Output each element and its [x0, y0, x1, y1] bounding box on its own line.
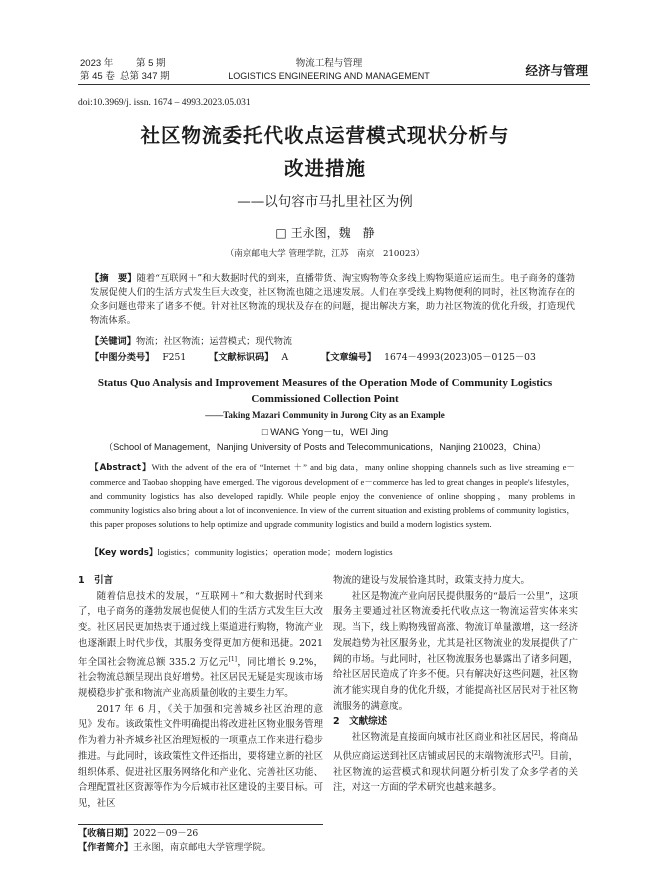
section-1-paragraph-2: 2017 年 6 月，《关于加强和完善城乡社区治理的意见》发布。该政策性文件明确提出将改进社区物业服务管理作为着力补齐城乡社区治理短板的一项重点工作来进行稳步推进。与此同时，该政策性文件还指出，要将建立新的社区组织体系、促进社区服务网络化和产业化、完善社区功能、合理配置社区资源等作为今后城市社区建设的主要目标。可见，社区 [78, 703, 323, 809]
right-paragraph-1: 社区是物流产业向居民提供服务的“最后一公里”，这项服务主要通过社区物流委托代收点这一物流运营实体来实现。当下，线上购物残留高涨、物流订单量激增，这一经济发展趋势为社区服务业，尤其是社区物流业的发展提供了广阔的市场。与此同时，社区物流服务也暴露出了诸多问题，给社区居民造成了许多不便。只有解决好这些问题，社区物流才能实现自身的优化升级，才能提高社区居民对于社区物流服务的满意度。 [333, 590, 578, 712]
header-total-issue: 总第 347 期 [120, 71, 170, 82]
en-abstract-text: With the advent of the era of “Internet ＋” and big data，many online shopping channels such as live streaming e－commerce and Taobao shopping have emerged. The vigorous development of e－commerce has led to great changes in people's lifestyles，and community logistics has also developed rapidly. While people enjoy the convenience of online shopping，many problems in community logistics also bring about a lot of inconvenience. In view of the current situation and existing problems of community logistics，this paper proposes solutions to help optimize and upgrade community logistics and build a modern logistics system. [90, 462, 575, 529]
citation-2: [2] [531, 749, 541, 757]
footnote-author [78, 841, 271, 855]
en-affiliation: （School of Management，Nanjing University of Posts and Telecommunications，Nanjing 210023，China） [103, 442, 547, 452]
en-title-line2: Commissioned Collection Point [251, 393, 399, 405]
paper-title-line2: 改进措施 [283, 157, 366, 180]
affiliation: （南京邮电大学 管理学院，江苏 南京 210023） [225, 249, 425, 259]
column-name: 经济与管理 [525, 63, 588, 78]
en-keywords-text: logistics；community logistics；operation mode；modern logistics [157, 547, 393, 557]
right-column [333, 573, 578, 796]
en-subtitle: ——Taking Mazari Community in Jurong City as an Example [205, 410, 445, 420]
abstract-en [90, 460, 575, 531]
abstract-label: 【摘 要】 [90, 273, 137, 284]
keywords-en [90, 545, 575, 560]
citation-1: [1] [228, 655, 237, 663]
doccode-value: A [281, 352, 289, 363]
en-authors: □ WANG Yong－tu，WEI Jing [261, 427, 389, 438]
doccode-label: 【文献标识码】 [209, 352, 274, 363]
keywords-cn [90, 335, 575, 349]
abstract-cn [90, 272, 575, 328]
paper-subtitle: ——以句容市马扎里社区为例 [237, 194, 413, 210]
authors: □ 王永图，魏 静 [275, 226, 375, 240]
section-2-heading: 2 文献综述 [333, 716, 388, 728]
footnote-rule [78, 824, 323, 825]
journal-name-cn: 物流工程与管理 [295, 58, 363, 69]
classification-row [90, 351, 575, 365]
en-title-line1: Status Quo Analysis and Improvement Measures of the Operation Mode of Community Logistics [97, 377, 553, 389]
paper-title-line1: 社区物流委托代收点运营模式现状分析与 [140, 124, 510, 147]
journal-name-en: LOGISTICS ENGINEERING AND MANAGEMENT [228, 71, 430, 81]
left-column [78, 573, 323, 812]
right-paragraph-continued: 物流的建设与发展恰逢其时，政策支持力度大。 [333, 575, 530, 586]
clc-label: 【中图分类号】 [90, 352, 155, 363]
keywords-label: 【关键词】 [90, 336, 136, 347]
author-bio: 王永图，南京邮电大学管理学院。 [133, 842, 271, 853]
header-volume: 第 45 卷 [80, 71, 115, 82]
author-bio-label: 【作者简介】 [78, 842, 134, 853]
clc-value: F251 [162, 352, 187, 363]
en-abstract-label: 【Abstract】 [90, 463, 152, 473]
keywords-text: 物流；社区物流；运营模式；现代物流 [135, 336, 293, 347]
article-no-value: 1674－4993(2023)05－0125－03 [384, 352, 536, 363]
section-2-paragraph-1: 社区物流是直接面向城市社区商业和社区居民，将商品从供应商运送到社区店铺或居民的末端物流形式[2]。目前，社区物流的运营模式和现状问题分析引发了众多学者的关注，对这一方面的学术研究也越来越多。 [333, 732, 578, 794]
abstract-text: 随着“互联网＋”和大数据时代的到来，直播带货、淘宝购物等众多线上购物渠道应运而生。电子商务的蓬勃发展促使人们的生活方式发生巨大改变，社区物流也随之迅速发展。人们在享受线上购物便利的同时，社区物流存在的众多问题也带来了诸多不便。针对社区物流的现状及存在的问题，提出解决方案，助力社区物流的优化升级，打造现代物流体系。 [90, 273, 575, 326]
received-date: 2022－09－26 [133, 828, 199, 839]
header-rule [78, 84, 590, 85]
doi: doi:10.3969/j. issn. 1674 – 4993.2023.05.031 [78, 98, 251, 108]
received-label: 【收稿日期】 [78, 828, 134, 839]
header-year: 2023 年 [80, 58, 114, 69]
en-keywords-label: 【Key words】 [90, 548, 158, 558]
header-issue: 第 5 期 [136, 58, 166, 69]
section-1-heading: 1 引言 [78, 575, 114, 586]
footnote-received [78, 827, 198, 841]
section-1-paragraph-1: 随着信息技术的发展，“互联网＋”和大数据时代到来了，电子商务的蓬勃发展也促使人们的生活方式发生巨大改变。社区居民更加热衷于通过线上渠道进行购物，物流产业也逐渐跟上时代步伐，其服务变得更加方便和迅捷。2021 年全国社会物流总额 335.2 万亿元[1]，同比增长 9.2%，社会物流总额呈现出良好增势。社区居民无疑是实现该市场规模稳步扩张和物流产业高质量创收的主要生力军。 [78, 590, 323, 700]
article-no-label: 【文章编号】 [321, 352, 377, 363]
